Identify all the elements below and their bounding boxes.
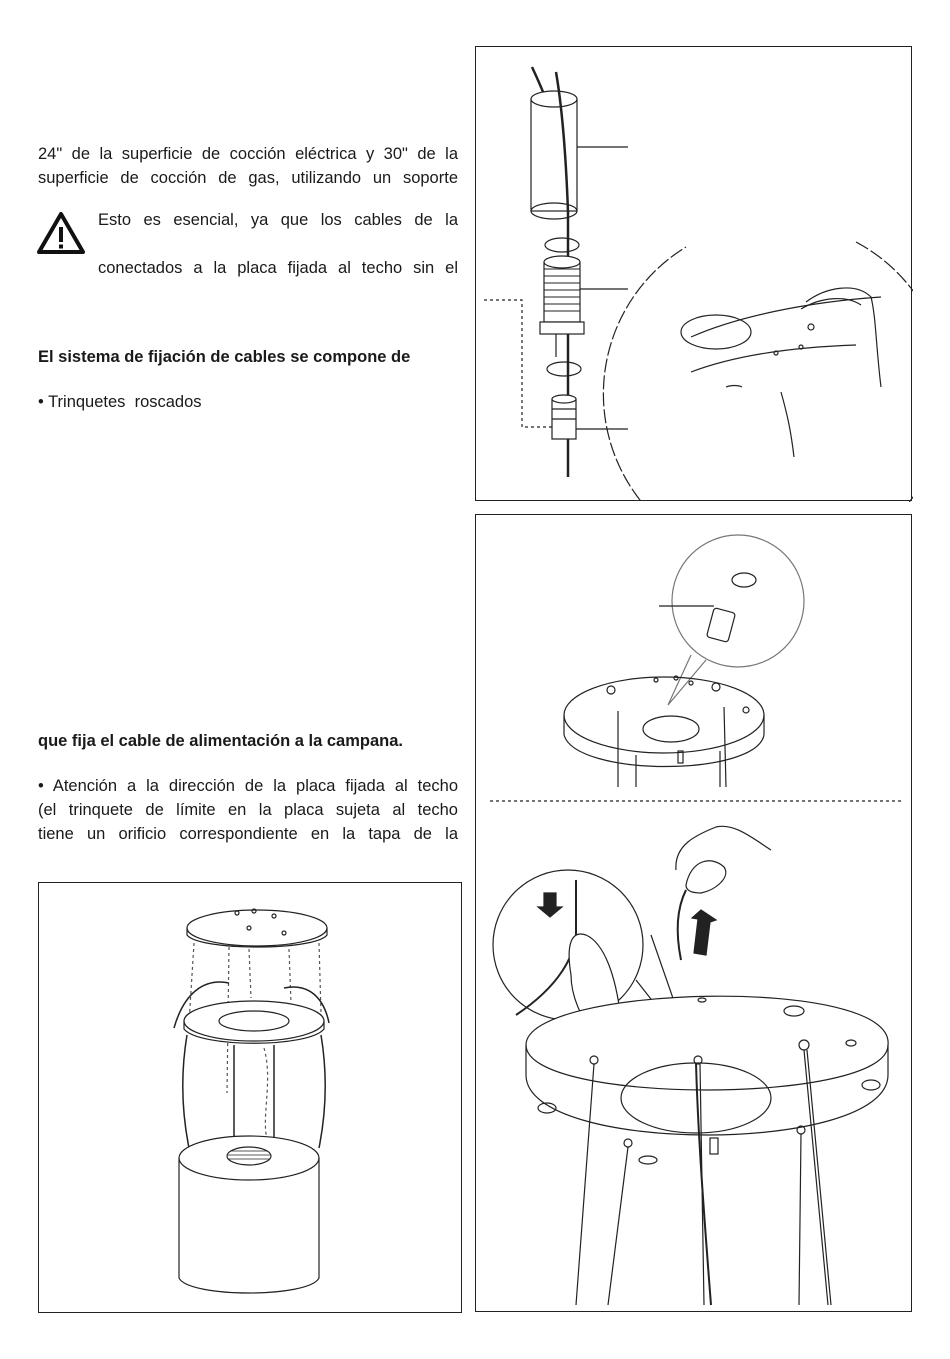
intro-line-1: 24" de la superficie de cocción eléctrica y 30" de la [38,145,458,163]
warning-triangle-icon [36,210,86,256]
intro-line-2: superficie de cocción de gas, utilizando un soporte [38,169,458,187]
attention-line-2: (el trinquete de límite en la placa sujeta al techo [38,801,458,819]
hood-assembly-illustration [38,882,462,1313]
bullet-threaded-ratchets: • Trinquetes roscados [38,393,202,411]
warning-text-line-2: conectados a la placa fijada al techo sin el [98,259,458,277]
ceiling-plate-ratchet-illustration [475,514,912,1312]
cable-fixing-system-illustration [475,46,912,501]
attention-line-3: tiene un orificio correspondiente en la tapa de la [38,825,458,843]
power-cable-heading: que fija el cable de alimentación a la campana. [38,732,403,750]
attention-line-1: • Atención a la dirección de la placa fijada al techo [38,777,458,795]
cable-system-heading: El sistema de fijación de cables se compone de [38,348,411,366]
warning-text-line-1: Esto es esencial, ya que los cables de la [98,211,458,229]
